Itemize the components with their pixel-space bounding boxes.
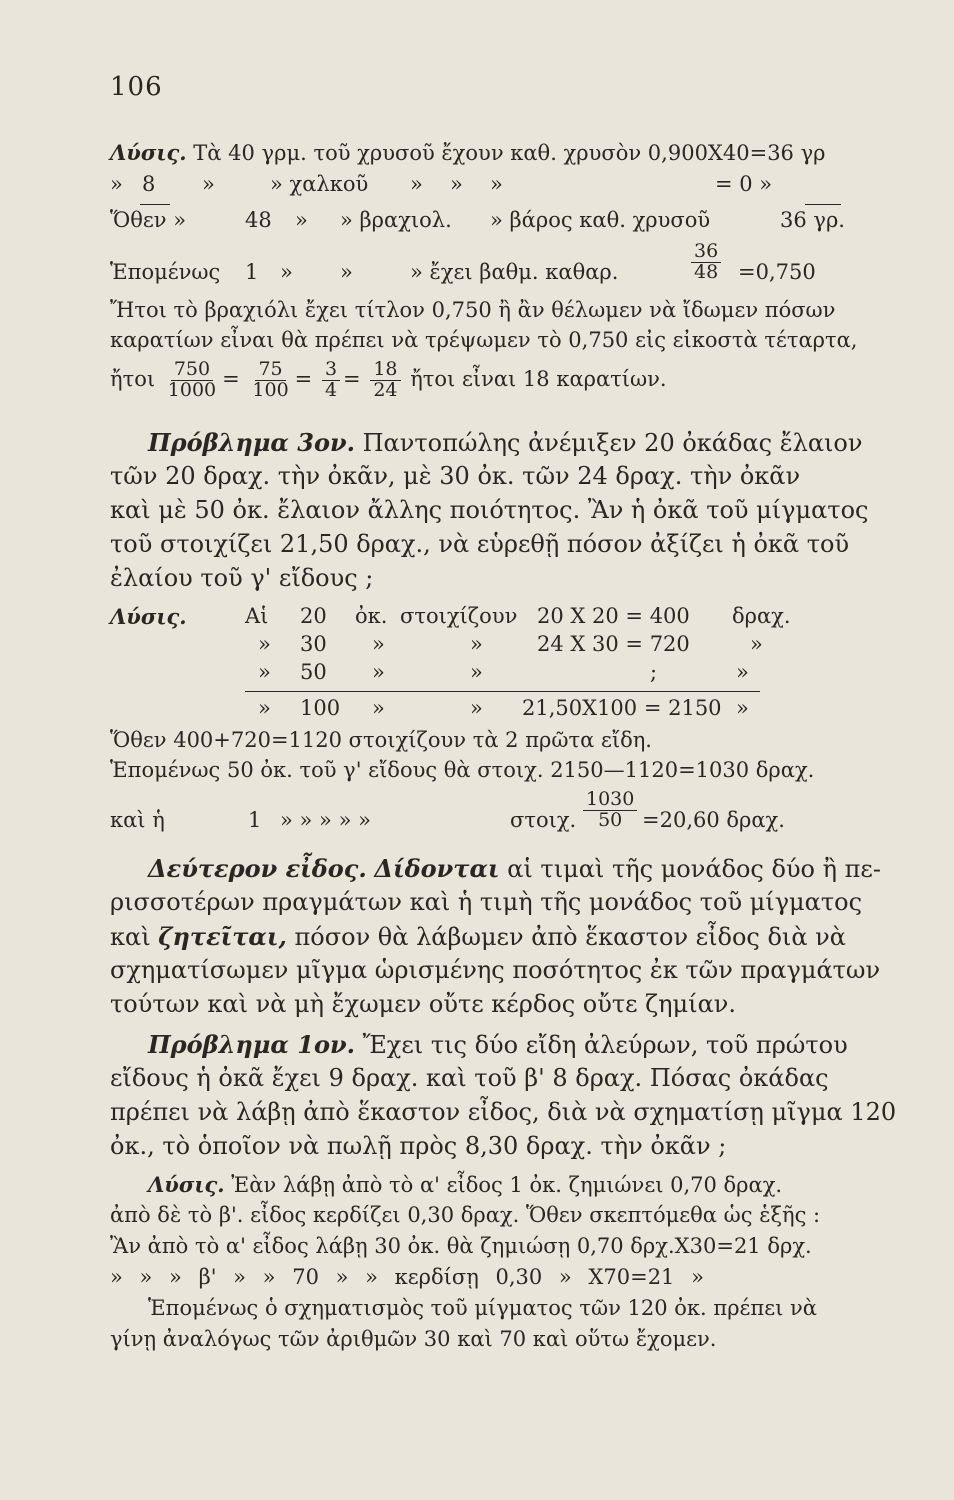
- section-text: πόσον θὰ λάβωμεν ἀπὸ ἕκαστον εἶδος διὰ νὰ: [294, 923, 846, 951]
- solution1b-line: [110, 1265, 704, 1289]
- material: » χαλκοῦ: [270, 172, 369, 196]
- fraction-line: ἤτοι $\frac{750}{1000}$ = $\frac{75}{100}$ = $\frac{3}{4}$ = $\frac{18}{24}$ ἤτοι εἶναι 18 καρατίων.: [110, 358, 667, 401]
- fraction-numerator: 18: [370, 360, 400, 381]
- solution-text: γίνῃ ἀναλόγως τῶν ἀριθμῶν 30 καὶ 70 καὶ οὕτω ἔχομεν.: [110, 1327, 717, 1351]
- solution-label: Λύσις.: [148, 1172, 225, 1197]
- solution1-row3: [110, 208, 850, 236]
- problem3-line: [110, 496, 868, 524]
- para-line: [110, 298, 840, 322]
- sum-rule-right: [805, 204, 841, 205]
- quantity: 1: [245, 260, 259, 284]
- solution3-line: [110, 728, 652, 752]
- section-emphasis: ζητεῖται,: [158, 922, 287, 951]
- ditto-marks: » » » » »: [280, 808, 371, 832]
- tail-text: ἤτοι εἶναι 18 καρατίων.: [410, 366, 667, 391]
- cell: »: [736, 696, 749, 720]
- second-kind-line: [110, 922, 846, 951]
- second-kind-line: [110, 956, 880, 984]
- fraction-denominator: 50: [598, 808, 623, 831]
- cell: »: [750, 632, 763, 656]
- page-number: 106: [110, 72, 163, 102]
- cell: »: [258, 632, 271, 656]
- solution1b-line: [110, 1327, 716, 1351]
- ditto-mark: »: [110, 172, 123, 196]
- cell: »: [258, 696, 271, 720]
- ditto-mark: »: [340, 260, 353, 284]
- fraction-denominator: 48: [694, 260, 719, 283]
- problem-heading: Πρόβλημα 3ον.: [148, 428, 355, 457]
- solution-text: Ἑπομένως 50 ὀκ. τοῦ γ' εἴδους θὰ στοιχ. 2150—1120=1030 δραχ.: [110, 758, 815, 782]
- problem1-line: [110, 1132, 726, 1160]
- solution-text: ἀπὸ δὲ τὸ β'. εἶδος κερδίζει 0,30 δραχ. Ὅθεν σκεπτόμεθα ὡς ἑξῆς :: [110, 1203, 821, 1227]
- result: =20,60 δραχ.: [642, 808, 785, 832]
- solution-label: Λύσις.: [110, 604, 187, 629]
- cell: δραχ.: [732, 604, 791, 628]
- second-kind-line: [110, 990, 736, 1018]
- cell: »: [470, 696, 483, 720]
- solution1-row4: [110, 238, 850, 294]
- problem1-line1: [148, 1030, 848, 1059]
- solution-text: » » » β' » » 70 » » κερδίσῃ 0,30 » Χ70=21 »: [110, 1265, 704, 1289]
- quantity: 1: [248, 808, 262, 832]
- row-lead: Ὅθεν »: [110, 208, 187, 232]
- quantity: 48: [245, 208, 272, 232]
- solution1b-line1: [148, 1172, 782, 1197]
- cell: »: [470, 660, 483, 684]
- sum-rule-left: [140, 204, 170, 205]
- quantity: 8: [142, 172, 156, 196]
- fraction: [688, 242, 724, 283]
- cell: »: [258, 660, 271, 684]
- solution-label: Λύσις.: [110, 140, 187, 165]
- section-text: τούτων καὶ νὰ μὴ ἔχωμεν οὔτε κέρδος οὔτε ζημίαν.: [110, 990, 736, 1018]
- row-text: στοιχ.: [510, 808, 577, 832]
- fraction-denominator: 24: [373, 378, 398, 401]
- problem-text: ὀκ., τὸ ὁποῖον νὰ πωλῇ πρὸς 8,30 δραχ. τὴν ὀκᾶν ;: [110, 1132, 727, 1160]
- fraction: [580, 790, 640, 831]
- problem-text: τῶν 20 δραχ. τὴν ὀκᾶν, μὲ 30 ὀκ. τῶν 24 δραχ. τὴν ὀκᾶν: [110, 462, 801, 490]
- cell: 21,50Χ100 = 2150: [522, 696, 722, 720]
- second-kind-line1: [148, 854, 881, 883]
- ditto-mark: »: [280, 260, 293, 284]
- problem1-line: [110, 1064, 829, 1092]
- fraction-numerator: 36: [691, 242, 721, 263]
- cell: 20: [300, 604, 327, 628]
- solution-text: Ἂν ἀπὸ τὸ α' εἶδος λάβῃ 30 ὀκ. θὰ ζημιώσῃ 0,70 δρχ.Χ30=21 δρχ.: [110, 1234, 812, 1258]
- second-kind-line: [110, 888, 862, 916]
- ditto-mark: »: [490, 172, 503, 196]
- problem3-line: [110, 564, 373, 592]
- ditto-mark: »: [202, 172, 215, 196]
- cell: »: [372, 696, 385, 720]
- problem3-line: [110, 462, 800, 490]
- cell: ὀκ.: [355, 604, 388, 628]
- fraction-numerator: 3: [322, 360, 340, 381]
- ditto-mark: »: [410, 172, 423, 196]
- cell: 24 Χ 30 = 720: [537, 632, 690, 656]
- section-text: ρισσοτέρων πραγμάτων καὶ ἡ τιμὴ τῆς μονάδος τοῦ μίγματος: [110, 888, 863, 916]
- solution-text: Ἑπομένως ὁ σχηματισμὸς τοῦ μίγματος τῶν 120 ὀκ. πρέπει νὰ: [148, 1296, 817, 1320]
- para-text: Ἤτοι τὸ βραχιόλι ἔχει τίτλον 0,750 ἢ ἂν θέλωμεν νὰ ἴδωμεν πόσων: [110, 298, 836, 322]
- para-text: καρατίων εἶναι θὰ πρέπει νὰ τρέψωμεν τὸ 0,750 εἰς εἰκοστὰ τέταρτα,: [110, 328, 858, 352]
- section-heading: Δεύτερον εἶδος.: [148, 854, 367, 883]
- problem-text: πρέπει νὰ λάβῃ ἀπὸ ἕκαστον εἶδος, διὰ νὰ σχηματίσῃ μῖγμα 120: [110, 1098, 897, 1126]
- fraction-numerator: 1030: [583, 790, 637, 811]
- result: 36 γρ.: [780, 208, 845, 232]
- fraction-numerator: 750: [171, 360, 213, 381]
- cell: Αἱ: [245, 604, 269, 628]
- result: = 0 »: [715, 172, 773, 196]
- cell: »: [372, 660, 385, 684]
- solution1-row1-text: Τὰ 40 γρμ. τοῦ χρυσοῦ ἔχουν καθ. χρυσὸν 0,900Χ40=36 γρ: [193, 141, 826, 165]
- solution1b-line: [110, 1203, 820, 1227]
- fraction-denominator: 4: [324, 378, 338, 401]
- problem-heading: Πρόβλημα 1ον.: [148, 1030, 355, 1059]
- fraction-denominator: 100: [252, 378, 289, 401]
- cell: 50: [300, 660, 327, 684]
- problem-text: Ἔχει τις δύο εἴδη ἀλεύρων, τοῦ πρώτου: [362, 1031, 848, 1059]
- cell: »: [470, 632, 483, 656]
- cell: »: [372, 632, 385, 656]
- problem3-line: [110, 530, 849, 558]
- fraction-numerator: 75: [255, 360, 285, 381]
- sum-rule: [245, 691, 760, 692]
- problem-text: τοῦ στοιχίζει 21,50 δραχ., νὰ εὑρεθῇ πόσον ἀξίζει ἡ ὀκᾶ τοῦ: [110, 530, 850, 558]
- solution-text: Ὅθεν 400+720=1120 στοιχίζουν τὰ 2 πρῶτα εἴδη.: [110, 728, 652, 752]
- solution3-line: [110, 758, 814, 782]
- row-lead: Ἑπομένως: [110, 260, 221, 284]
- solution3-fraction-row: [110, 788, 850, 844]
- para-line: [110, 328, 858, 352]
- material: » βραχιολ.: [340, 208, 452, 232]
- section-text: αἱ τιμαὶ τῆς μονάδος δύο ἢ πε-: [507, 855, 881, 883]
- solution1b-line: [148, 1296, 817, 1320]
- problem-text: Παντοπώλης ἀνέμιξεν 20 ὀκάδας ἔλαιον: [362, 429, 863, 457]
- ditto-mark: »: [450, 172, 463, 196]
- solution-text: Ἐὰν λάβῃ ἀπὸ τὸ α' εἶδος 1 ὀκ. ζημιώνει 0,70 δραχ.: [231, 1173, 783, 1197]
- section-text: καὶ: [110, 923, 151, 951]
- solution3-table: [110, 604, 850, 734]
- cell: »: [736, 660, 749, 684]
- section-heading-2: Δίδονται: [374, 854, 500, 883]
- cell: στοιχίζουν: [400, 604, 518, 628]
- ditto-mark: »: [295, 208, 308, 232]
- problem-text: ἐλαίου τοῦ γ' εἴδους ;: [110, 564, 374, 592]
- solution1-row1: [110, 140, 840, 165]
- row-text: » ἔχει βαθμ. καθαρ.: [410, 260, 619, 284]
- section-text: σχηματίσωμεν μῖγμα ὡρισμένης ποσότητος ἐκ τῶν πραγμάτων: [110, 956, 881, 984]
- cell: ;: [650, 660, 658, 684]
- fraction-denominator: 1000: [167, 378, 217, 401]
- problem1-line: [110, 1098, 896, 1126]
- row-lead: καὶ ἡ: [110, 808, 165, 832]
- problem3-line1: [148, 428, 862, 457]
- cell: 30: [300, 632, 327, 656]
- problem-text: καὶ μὲ 50 ὀκ. ἔλαιον ἄλλης ποιότητος. Ἂν ἡ ὀκᾶ τοῦ μίγματος: [110, 496, 869, 524]
- result: =0,750: [738, 260, 816, 284]
- problem-text: εἴδους ἡ ὀκᾶ ἔχει 9 δραχ. καὶ τοῦ β' 8 δραχ. Πόσας ὀκάδας: [110, 1064, 829, 1092]
- lead-word: ἤτοι: [110, 366, 156, 391]
- solution1-row2: [110, 172, 840, 200]
- cell: 100: [300, 696, 341, 720]
- cell: 20 Χ 20 = 400: [537, 604, 690, 628]
- row-text: » βάρος καθ. χρυσοῦ: [490, 208, 711, 232]
- solution1b-line: [110, 1234, 812, 1258]
